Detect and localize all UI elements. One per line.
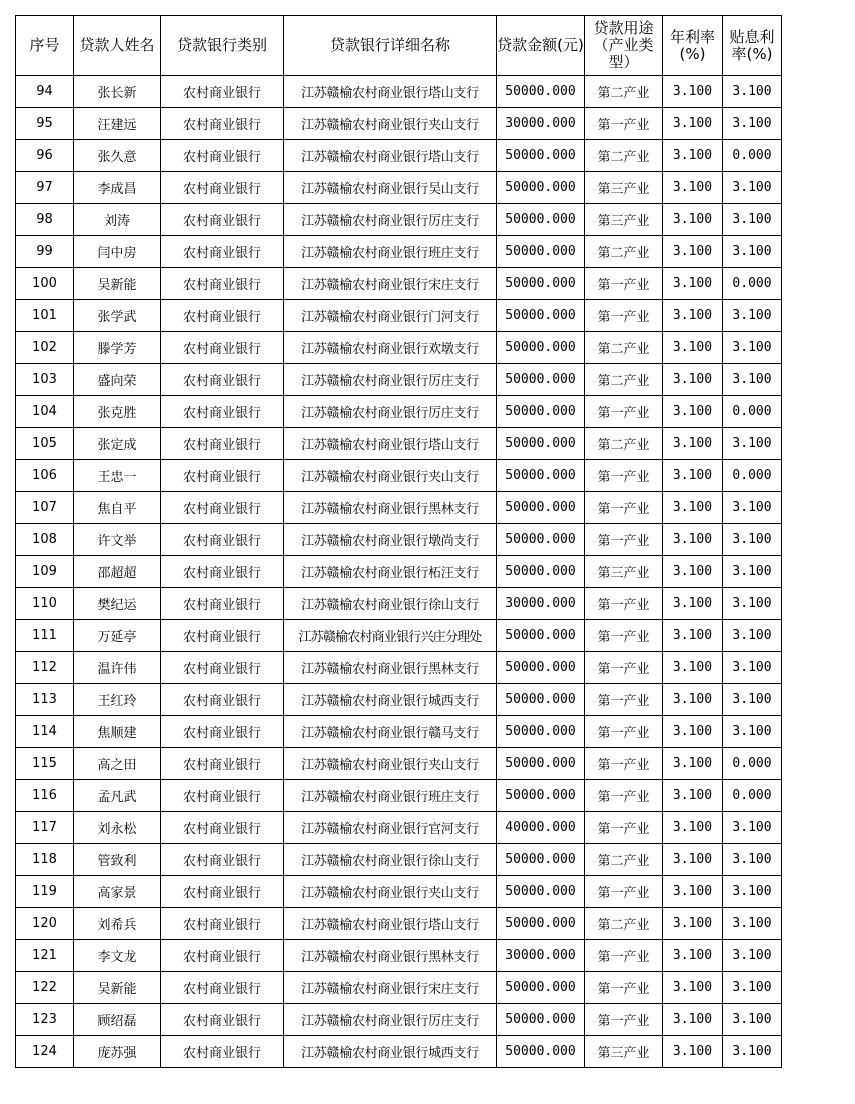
cell-amount: 50000.000 <box>497 844 585 876</box>
cell-rate: 3.100 <box>663 268 723 300</box>
cell-no: 115 <box>16 748 74 780</box>
cell-bank-type: 农村商业银行 <box>161 908 284 940</box>
header-rate: 年利率(%) <box>663 16 723 76</box>
cell-name: 庞苏强 <box>74 1036 161 1068</box>
cell-bank-name: 江苏赣榆农村商业银行柘汪支行 <box>284 556 497 588</box>
cell-bank-type: 农村商业银行 <box>161 684 284 716</box>
cell-bank-name: 江苏赣榆农村商业银行官河支行 <box>284 812 497 844</box>
cell-bank-name: 江苏赣榆农村商业银行城西支行 <box>284 1036 497 1068</box>
cell-bank-type: 农村商业银行 <box>161 364 284 396</box>
cell-bank-name: 江苏赣榆农村商业银行徐山支行 <box>284 844 497 876</box>
cell-amount: 30000.000 <box>497 940 585 972</box>
table-row <box>16 876 782 908</box>
cell-amount: 30000.000 <box>497 108 585 140</box>
cell-amount: 50000.000 <box>497 76 585 108</box>
cell-usage: 第一产业 <box>585 780 663 812</box>
table-row <box>16 300 782 332</box>
cell-bank-type: 农村商业银行 <box>161 140 284 172</box>
cell-subsidy-rate: 0.000 <box>723 140 782 172</box>
cell-bank-name: 江苏赣榆农村商业银行班庄支行 <box>284 780 497 812</box>
cell-no: 108 <box>16 524 74 556</box>
cell-subsidy-rate: 3.100 <box>723 76 782 108</box>
cell-subsidy-rate: 3.100 <box>723 172 782 204</box>
cell-bank-type: 农村商业银行 <box>161 332 284 364</box>
cell-bank-type: 农村商业银行 <box>161 172 284 204</box>
cell-name: 汪建远 <box>74 108 161 140</box>
cell-name: 邵超超 <box>74 556 161 588</box>
cell-usage: 第一产业 <box>585 108 663 140</box>
cell-rate: 3.100 <box>663 716 723 748</box>
cell-bank-type: 农村商业银行 <box>161 300 284 332</box>
table-row <box>16 748 782 780</box>
cell-bank-type: 农村商业银行 <box>161 460 284 492</box>
cell-rate: 3.100 <box>663 908 723 940</box>
cell-no: 102 <box>16 332 74 364</box>
cell-bank-name: 江苏赣榆农村商业银行夹山支行 <box>284 876 497 908</box>
header-subsidy-rate: 贴息利率(%) <box>723 16 782 76</box>
cell-bank-type: 农村商业银行 <box>161 396 284 428</box>
table-body <box>16 76 782 1068</box>
cell-name: 王红玲 <box>74 684 161 716</box>
cell-amount: 50000.000 <box>497 972 585 1004</box>
cell-rate: 3.100 <box>663 460 723 492</box>
cell-bank-type: 农村商业银行 <box>161 1004 284 1036</box>
table-row <box>16 492 782 524</box>
cell-bank-name: 江苏赣榆农村商业银行宋庄支行 <box>284 972 497 1004</box>
cell-subsidy-rate: 0.000 <box>723 460 782 492</box>
cell-no: 107 <box>16 492 74 524</box>
cell-no: 98 <box>16 204 74 236</box>
cell-rate: 3.100 <box>663 204 723 236</box>
cell-usage: 第一产业 <box>585 812 663 844</box>
cell-bank-type: 农村商业银行 <box>161 620 284 652</box>
cell-subsidy-rate: 3.100 <box>723 716 782 748</box>
cell-amount: 50000.000 <box>497 556 585 588</box>
cell-rate: 3.100 <box>663 332 723 364</box>
cell-bank-name: 江苏赣榆农村商业银行吴山支行 <box>284 172 497 204</box>
cell-rate: 3.100 <box>663 620 723 652</box>
table-row <box>16 524 782 556</box>
cell-no: 110 <box>16 588 74 620</box>
cell-bank-name: 江苏赣榆农村商业银行夹山支行 <box>284 108 497 140</box>
cell-bank-type: 农村商业银行 <box>161 588 284 620</box>
cell-usage: 第一产业 <box>585 524 663 556</box>
cell-no: 94 <box>16 76 74 108</box>
cell-bank-name: 江苏赣榆农村商业银行墩尚支行 <box>284 524 497 556</box>
cell-no: 95 <box>16 108 74 140</box>
table-row <box>16 428 782 460</box>
cell-subsidy-rate: 3.100 <box>723 332 782 364</box>
cell-subsidy-rate: 3.100 <box>723 236 782 268</box>
cell-usage: 第二产业 <box>585 364 663 396</box>
cell-amount: 40000.000 <box>497 812 585 844</box>
cell-subsidy-rate: 3.100 <box>723 108 782 140</box>
header-bank-name: 贷款银行详细名称 <box>284 16 497 76</box>
cell-amount: 50000.000 <box>497 652 585 684</box>
cell-no: 100 <box>16 268 74 300</box>
cell-bank-type: 农村商业银行 <box>161 524 284 556</box>
cell-bank-name: 江苏赣榆农村商业银行厉庄支行 <box>284 1004 497 1036</box>
cell-bank-name: 江苏赣榆农村商业银行厉庄支行 <box>284 364 497 396</box>
cell-amount: 50000.000 <box>497 1004 585 1036</box>
cell-no: 123 <box>16 1004 74 1036</box>
cell-bank-name: 江苏赣榆农村商业银行塔山支行 <box>284 140 497 172</box>
cell-rate: 3.100 <box>663 588 723 620</box>
cell-subsidy-rate: 0.000 <box>723 748 782 780</box>
cell-no: 114 <box>16 716 74 748</box>
cell-name: 高之田 <box>74 748 161 780</box>
cell-bank-type: 农村商业银行 <box>161 812 284 844</box>
cell-usage: 第一产业 <box>585 652 663 684</box>
cell-usage: 第一产业 <box>585 460 663 492</box>
table-row <box>16 588 782 620</box>
cell-name: 顾绍磊 <box>74 1004 161 1036</box>
cell-subsidy-rate: 3.100 <box>723 684 782 716</box>
cell-bank-name: 江苏赣榆农村商业银行徐山支行 <box>284 588 497 620</box>
cell-bank-name: 江苏赣榆农村商业银行门河支行 <box>284 300 497 332</box>
cell-name: 刘涛 <box>74 204 161 236</box>
table-row <box>16 172 782 204</box>
cell-rate: 3.100 <box>663 76 723 108</box>
cell-bank-name: 江苏赣榆农村商业银行夹山支行 <box>284 460 497 492</box>
cell-usage: 第一产业 <box>585 396 663 428</box>
cell-rate: 3.100 <box>663 172 723 204</box>
cell-usage: 第二产业 <box>585 236 663 268</box>
cell-name: 张长新 <box>74 76 161 108</box>
cell-amount: 50000.000 <box>497 428 585 460</box>
cell-subsidy-rate: 3.100 <box>723 204 782 236</box>
cell-amount: 50000.000 <box>497 460 585 492</box>
cell-name: 焦自平 <box>74 492 161 524</box>
cell-bank-name: 江苏赣榆农村商业银行厉庄支行 <box>284 396 497 428</box>
cell-subsidy-rate: 3.100 <box>723 1036 782 1068</box>
cell-amount: 50000.000 <box>497 876 585 908</box>
cell-amount: 50000.000 <box>497 908 585 940</box>
cell-bank-name: 江苏赣榆农村商业银行黑林支行 <box>284 940 497 972</box>
table-row <box>16 1004 782 1036</box>
cell-bank-name: 江苏赣榆农村商业银行塔山支行 <box>284 76 497 108</box>
cell-name: 李成昌 <box>74 172 161 204</box>
cell-no: 109 <box>16 556 74 588</box>
cell-no: 121 <box>16 940 74 972</box>
cell-amount: 50000.000 <box>497 396 585 428</box>
table-row <box>16 460 782 492</box>
cell-usage: 第一产业 <box>585 684 663 716</box>
cell-name: 焦顺建 <box>74 716 161 748</box>
cell-amount: 50000.000 <box>497 172 585 204</box>
header-name: 贷款人姓名 <box>74 16 161 76</box>
cell-name: 吴新能 <box>74 972 161 1004</box>
cell-bank-name: 江苏赣榆农村商业银行塔山支行 <box>284 908 497 940</box>
cell-amount: 30000.000 <box>497 588 585 620</box>
cell-subsidy-rate: 0.000 <box>723 268 782 300</box>
cell-rate: 3.100 <box>663 1004 723 1036</box>
table-row <box>16 204 782 236</box>
cell-rate: 3.100 <box>663 396 723 428</box>
header-no: 序号 <box>16 16 74 76</box>
cell-bank-type: 农村商业银行 <box>161 204 284 236</box>
cell-no: 124 <box>16 1036 74 1068</box>
cell-amount: 50000.000 <box>497 300 585 332</box>
table-row <box>16 684 782 716</box>
cell-no: 101 <box>16 300 74 332</box>
cell-no: 105 <box>16 428 74 460</box>
cell-bank-type: 农村商业银行 <box>161 492 284 524</box>
cell-usage: 第一产业 <box>585 620 663 652</box>
cell-no: 97 <box>16 172 74 204</box>
cell-usage: 第一产业 <box>585 268 663 300</box>
table-row <box>16 812 782 844</box>
cell-name: 王忠一 <box>74 460 161 492</box>
cell-amount: 50000.000 <box>497 780 585 812</box>
cell-subsidy-rate: 0.000 <box>723 396 782 428</box>
cell-usage: 第一产业 <box>585 940 663 972</box>
cell-rate: 3.100 <box>663 556 723 588</box>
cell-usage: 第三产业 <box>585 556 663 588</box>
cell-bank-name: 江苏赣榆农村商业银行黑林支行 <box>284 652 497 684</box>
cell-bank-type: 农村商业银行 <box>161 1036 284 1068</box>
cell-amount: 50000.000 <box>497 332 585 364</box>
cell-bank-name: 江苏赣榆农村商业银行厉庄支行 <box>284 204 497 236</box>
cell-name: 李文龙 <box>74 940 161 972</box>
cell-usage: 第二产业 <box>585 140 663 172</box>
cell-rate: 3.100 <box>663 748 723 780</box>
cell-name: 孟凡武 <box>74 780 161 812</box>
cell-rate: 3.100 <box>663 876 723 908</box>
cell-rate: 3.100 <box>663 428 723 460</box>
cell-rate: 3.100 <box>663 364 723 396</box>
table-row <box>16 556 782 588</box>
cell-amount: 50000.000 <box>497 1036 585 1068</box>
cell-rate: 3.100 <box>663 812 723 844</box>
cell-subsidy-rate: 3.100 <box>723 1004 782 1036</box>
cell-no: 117 <box>16 812 74 844</box>
cell-usage: 第二产业 <box>585 908 663 940</box>
cell-name: 刘希兵 <box>74 908 161 940</box>
cell-bank-name: 江苏赣榆农村商业银行夹山支行 <box>284 748 497 780</box>
cell-bank-type: 农村商业银行 <box>161 428 284 460</box>
cell-subsidy-rate: 3.100 <box>723 524 782 556</box>
cell-subsidy-rate: 3.100 <box>723 876 782 908</box>
cell-subsidy-rate: 3.100 <box>723 652 782 684</box>
header-amount: 贷款金额(元) <box>497 16 585 76</box>
cell-bank-name: 江苏赣榆农村商业银行宋庄支行 <box>284 268 497 300</box>
table-row <box>16 76 782 108</box>
cell-usage: 第二产业 <box>585 332 663 364</box>
cell-no: 104 <box>16 396 74 428</box>
cell-bank-type: 农村商业银行 <box>161 556 284 588</box>
cell-name: 闫中房 <box>74 236 161 268</box>
cell-rate: 3.100 <box>663 652 723 684</box>
cell-no: 99 <box>16 236 74 268</box>
cell-usage: 第二产业 <box>585 76 663 108</box>
cell-usage: 第一产业 <box>585 300 663 332</box>
cell-no: 112 <box>16 652 74 684</box>
cell-no: 118 <box>16 844 74 876</box>
cell-subsidy-rate: 3.100 <box>723 844 782 876</box>
cell-bank-type: 农村商业银行 <box>161 780 284 812</box>
cell-usage: 第二产业 <box>585 844 663 876</box>
cell-name: 樊纪运 <box>74 588 161 620</box>
header-bank-type: 贷款银行类别 <box>161 16 284 76</box>
cell-name: 张定成 <box>74 428 161 460</box>
cell-bank-name: 江苏赣榆农村商业银行欢墩支行 <box>284 332 497 364</box>
table-row <box>16 620 782 652</box>
cell-name: 许文举 <box>74 524 161 556</box>
cell-amount: 50000.000 <box>497 716 585 748</box>
cell-amount: 50000.000 <box>497 268 585 300</box>
table-row <box>16 364 782 396</box>
table-row <box>16 908 782 940</box>
cell-bank-type: 农村商业银行 <box>161 268 284 300</box>
cell-name: 吴新能 <box>74 268 161 300</box>
cell-name: 盛向荣 <box>74 364 161 396</box>
cell-bank-type: 农村商业银行 <box>161 108 284 140</box>
cell-amount: 50000.000 <box>497 524 585 556</box>
cell-name: 管致利 <box>74 844 161 876</box>
cell-amount: 50000.000 <box>497 620 585 652</box>
cell-usage: 第三产业 <box>585 172 663 204</box>
cell-rate: 3.100 <box>663 844 723 876</box>
table-row <box>16 396 782 428</box>
cell-subsidy-rate: 3.100 <box>723 300 782 332</box>
cell-bank-type: 农村商业银行 <box>161 652 284 684</box>
cell-usage: 第一产业 <box>585 972 663 1004</box>
cell-bank-type: 农村商业银行 <box>161 716 284 748</box>
cell-rate: 3.100 <box>663 300 723 332</box>
cell-subsidy-rate: 3.100 <box>723 940 782 972</box>
header-usage: 贷款用途（产业类型） <box>585 16 663 76</box>
cell-rate: 3.100 <box>663 684 723 716</box>
cell-usage: 第三产业 <box>585 204 663 236</box>
cell-usage: 第一产业 <box>585 492 663 524</box>
table-row <box>16 940 782 972</box>
cell-rate: 3.100 <box>663 1036 723 1068</box>
cell-rate: 3.100 <box>663 972 723 1004</box>
table-row <box>16 972 782 1004</box>
cell-no: 96 <box>16 140 74 172</box>
table-row <box>16 844 782 876</box>
cell-bank-name: 江苏赣榆农村商业银行城西支行 <box>284 684 497 716</box>
cell-rate: 3.100 <box>663 940 723 972</box>
table-row <box>16 268 782 300</box>
cell-name: 张学武 <box>74 300 161 332</box>
cell-rate: 3.100 <box>663 492 723 524</box>
cell-no: 111 <box>16 620 74 652</box>
cell-usage: 第一产业 <box>585 716 663 748</box>
cell-rate: 3.100 <box>663 524 723 556</box>
cell-subsidy-rate: 3.100 <box>723 428 782 460</box>
table-row <box>16 236 782 268</box>
cell-usage: 第三产业 <box>585 1036 663 1068</box>
cell-no: 120 <box>16 908 74 940</box>
cell-subsidy-rate: 3.100 <box>723 492 782 524</box>
cell-usage: 第一产业 <box>585 748 663 780</box>
table-row <box>16 716 782 748</box>
cell-bank-type: 农村商业银行 <box>161 76 284 108</box>
cell-subsidy-rate: 0.000 <box>723 780 782 812</box>
cell-name: 张久意 <box>74 140 161 172</box>
table-row <box>16 332 782 364</box>
cell-name: 滕学芳 <box>74 332 161 364</box>
cell-subsidy-rate: 3.100 <box>723 972 782 1004</box>
cell-name: 刘永松 <box>74 812 161 844</box>
cell-usage: 第一产业 <box>585 588 663 620</box>
cell-no: 113 <box>16 684 74 716</box>
cell-bank-type: 农村商业银行 <box>161 844 284 876</box>
cell-subsidy-rate: 3.100 <box>723 908 782 940</box>
cell-bank-name: 江苏赣榆农村商业银行班庄支行 <box>284 236 497 268</box>
cell-name: 温许伟 <box>74 652 161 684</box>
cell-subsidy-rate: 3.100 <box>723 620 782 652</box>
loan-table <box>15 15 782 1068</box>
table-row <box>16 140 782 172</box>
cell-subsidy-rate: 3.100 <box>723 364 782 396</box>
cell-bank-name: 江苏赣榆农村商业银行塔山支行 <box>284 428 497 460</box>
cell-bank-name: 江苏赣榆农村商业银行黑林支行 <box>284 492 497 524</box>
cell-no: 119 <box>16 876 74 908</box>
table-row <box>16 108 782 140</box>
cell-rate: 3.100 <box>663 236 723 268</box>
cell-usage: 第一产业 <box>585 876 663 908</box>
cell-name: 高家景 <box>74 876 161 908</box>
cell-amount: 50000.000 <box>497 204 585 236</box>
cell-amount: 50000.000 <box>497 748 585 780</box>
cell-amount: 50000.000 <box>497 684 585 716</box>
cell-rate: 3.100 <box>663 108 723 140</box>
cell-amount: 50000.000 <box>497 140 585 172</box>
cell-amount: 50000.000 <box>497 236 585 268</box>
cell-name: 张克胜 <box>74 396 161 428</box>
cell-usage: 第二产业 <box>585 428 663 460</box>
cell-bank-type: 农村商业银行 <box>161 748 284 780</box>
cell-usage: 第一产业 <box>585 1004 663 1036</box>
cell-bank-type: 农村商业银行 <box>161 972 284 1004</box>
table-row <box>16 1036 782 1068</box>
cell-subsidy-rate: 3.100 <box>723 812 782 844</box>
cell-subsidy-rate: 3.100 <box>723 588 782 620</box>
cell-bank-name: 江苏赣榆农村商业银行兴庄分理处 <box>284 620 497 652</box>
cell-bank-type: 农村商业银行 <box>161 876 284 908</box>
table-row <box>16 780 782 812</box>
cell-amount: 50000.000 <box>497 364 585 396</box>
cell-rate: 3.100 <box>663 140 723 172</box>
cell-amount: 50000.000 <box>497 492 585 524</box>
cell-bank-type: 农村商业银行 <box>161 236 284 268</box>
cell-name: 万延亭 <box>74 620 161 652</box>
cell-no: 103 <box>16 364 74 396</box>
table-row <box>16 652 782 684</box>
cell-bank-type: 农村商业银行 <box>161 940 284 972</box>
cell-no: 116 <box>16 780 74 812</box>
header-row <box>16 16 782 76</box>
cell-rate: 3.100 <box>663 780 723 812</box>
cell-no: 106 <box>16 460 74 492</box>
cell-no: 122 <box>16 972 74 1004</box>
cell-subsidy-rate: 3.100 <box>723 556 782 588</box>
cell-bank-name: 江苏赣榆农村商业银行赣马支行 <box>284 716 497 748</box>
